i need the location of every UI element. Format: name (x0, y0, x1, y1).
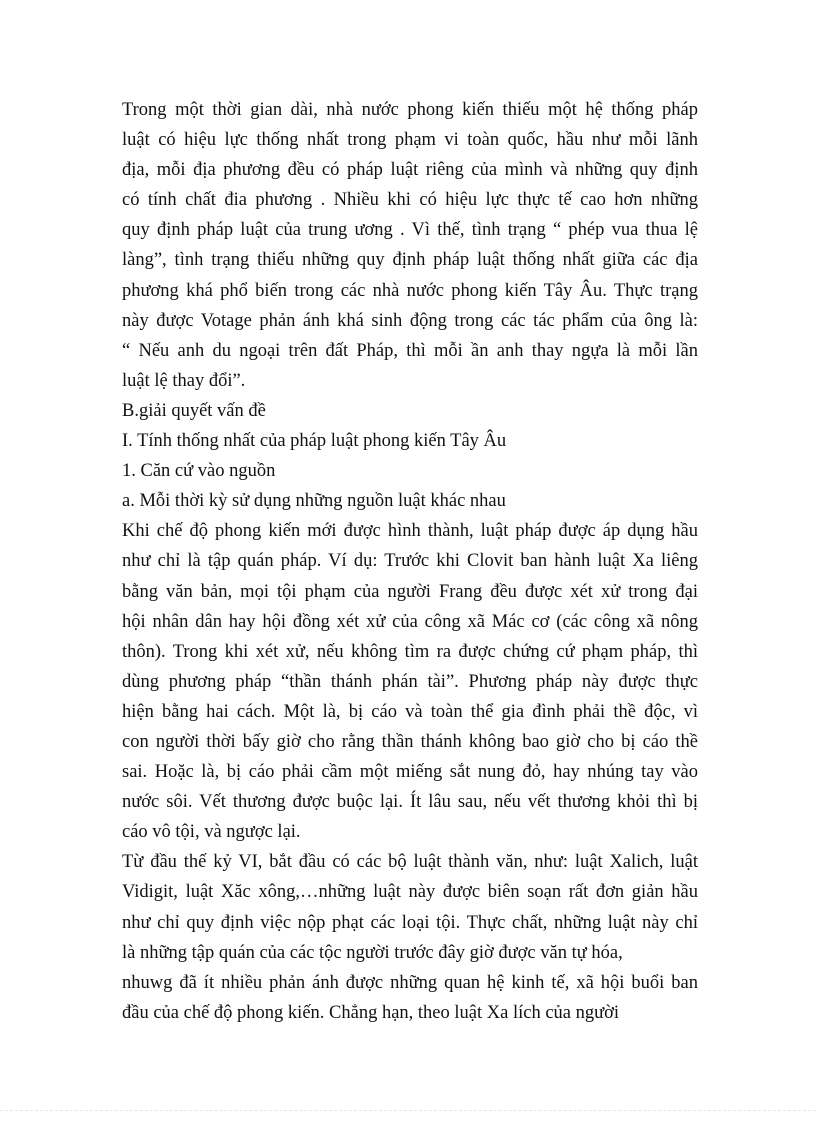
text-line: luật lệ thay đổi”. (122, 370, 246, 391)
text-line: con người thời bấy giờ cho rằng thần thánh không bao giờ cho bị cáo thề (122, 731, 698, 752)
text-line: luật có hiệu lực thống nhất trong phạm vi toàn quốc, hầu như mỗi lãnh (122, 130, 698, 151)
text-line: nhuwg đã ít nhiều phản ánh được những quan hệ kinh tế, xã hội buổi ban (122, 972, 698, 993)
text-line: Trong một thời gian dài, nhà nước phong kiến thiếu một hệ thống pháp (122, 100, 698, 120)
text-line: bằng văn bản, mọi tội phạm của người Frang đều được xét xử trong đại (122, 581, 698, 602)
text-line: I. Tính thống nhất của pháp luật phong kiến Tây Âu (122, 431, 507, 452)
text-line: như chỉ quy định việc nộp phạt các loại tội. Thực chất, những luật này chỉ (122, 912, 698, 933)
text-line: a. Mỗi thời kỳ sử dụng những nguồn luật khác nhau (122, 491, 506, 512)
text-line: làng”, tình trạng thiếu những quy định pháp luật thống nhất giữa các địa (122, 250, 698, 271)
text-line: quy định pháp luật của trung ương . Vì thế, tình trạng “ phép vua thua lệ (122, 220, 698, 241)
text-line: đầu của chế độ phong kiến. Chẳng hạn, theo luật Xa lích của người (122, 1002, 620, 1023)
text-line: có tính chất đia phương . Nhiều khi có hiệu lực thực tế cao hơn những (122, 190, 698, 211)
text-line: hội nhân dân hay hội đồng xét xử của công xã Mác cơ (các công xã nông (122, 611, 698, 632)
page-bottom-divider (0, 1110, 816, 1111)
text-line: Vidigit, luật Xăc xông,…những luật này được biên soạn rất đơn giản hầu (122, 882, 698, 903)
text-line: sai. Hoặc là, bị cáo phải cầm một miếng sắt nung đỏ, hay nhúng tay vào (122, 762, 698, 783)
text-line: như chỉ là tập quán pháp. Ví dụ: Trước khi Clovit ban hành luật Xa liêng (122, 551, 698, 572)
text-line: thôn). Trong khi xét xử, nếu không tìm ra được chứng cứ phạm pháp, thì (122, 641, 698, 662)
body-text (122, 95, 698, 1028)
text-line: này được Votage phản ánh khá sinh động trong các tác phẩm của ông là: (122, 310, 698, 331)
text-line: dùng phương pháp “thần thánh phán tài”. Phương pháp này được thực (122, 671, 698, 692)
text-line: cáo vô tội, và ngược lại. (122, 822, 301, 843)
text-line: B.giải quyết vấn đề (122, 400, 266, 421)
text-line: hiện bằng hai cách. Một là, bị cáo và toàn thể gia đình phải thề độc, vì (122, 701, 698, 722)
text-line: “ Nếu anh du ngoại trên đất Pháp, thì mỗi ần anh thay ngựa là mỗi lần (122, 340, 698, 361)
text-line: nước sôi. Vết thương được buộc lại. Ít lâu sau, nếu vết thương khỏi thì bị (122, 792, 698, 813)
text-line: 1. Căn cứ vào nguồn (122, 461, 276, 482)
text-line: Khi chế độ phong kiến mới được hình thành, luật pháp được áp dụng hầu (122, 521, 698, 542)
text-line: phương khá phổ biến trong các nhà nước phong kiến Tây Âu. Thực trạng (122, 280, 698, 301)
text-line: địa, mỗi địa phương đều có pháp luật riêng của mình và những quy định (122, 160, 698, 181)
text-line: là những tập quán của các tộc người trước đây giờ được văn tự hóa, (122, 942, 623, 963)
text-line: Từ đầu thế kỷ VI, bắt đầu có các bộ luật thành văn, như: luật Xalich, luật (122, 852, 698, 873)
